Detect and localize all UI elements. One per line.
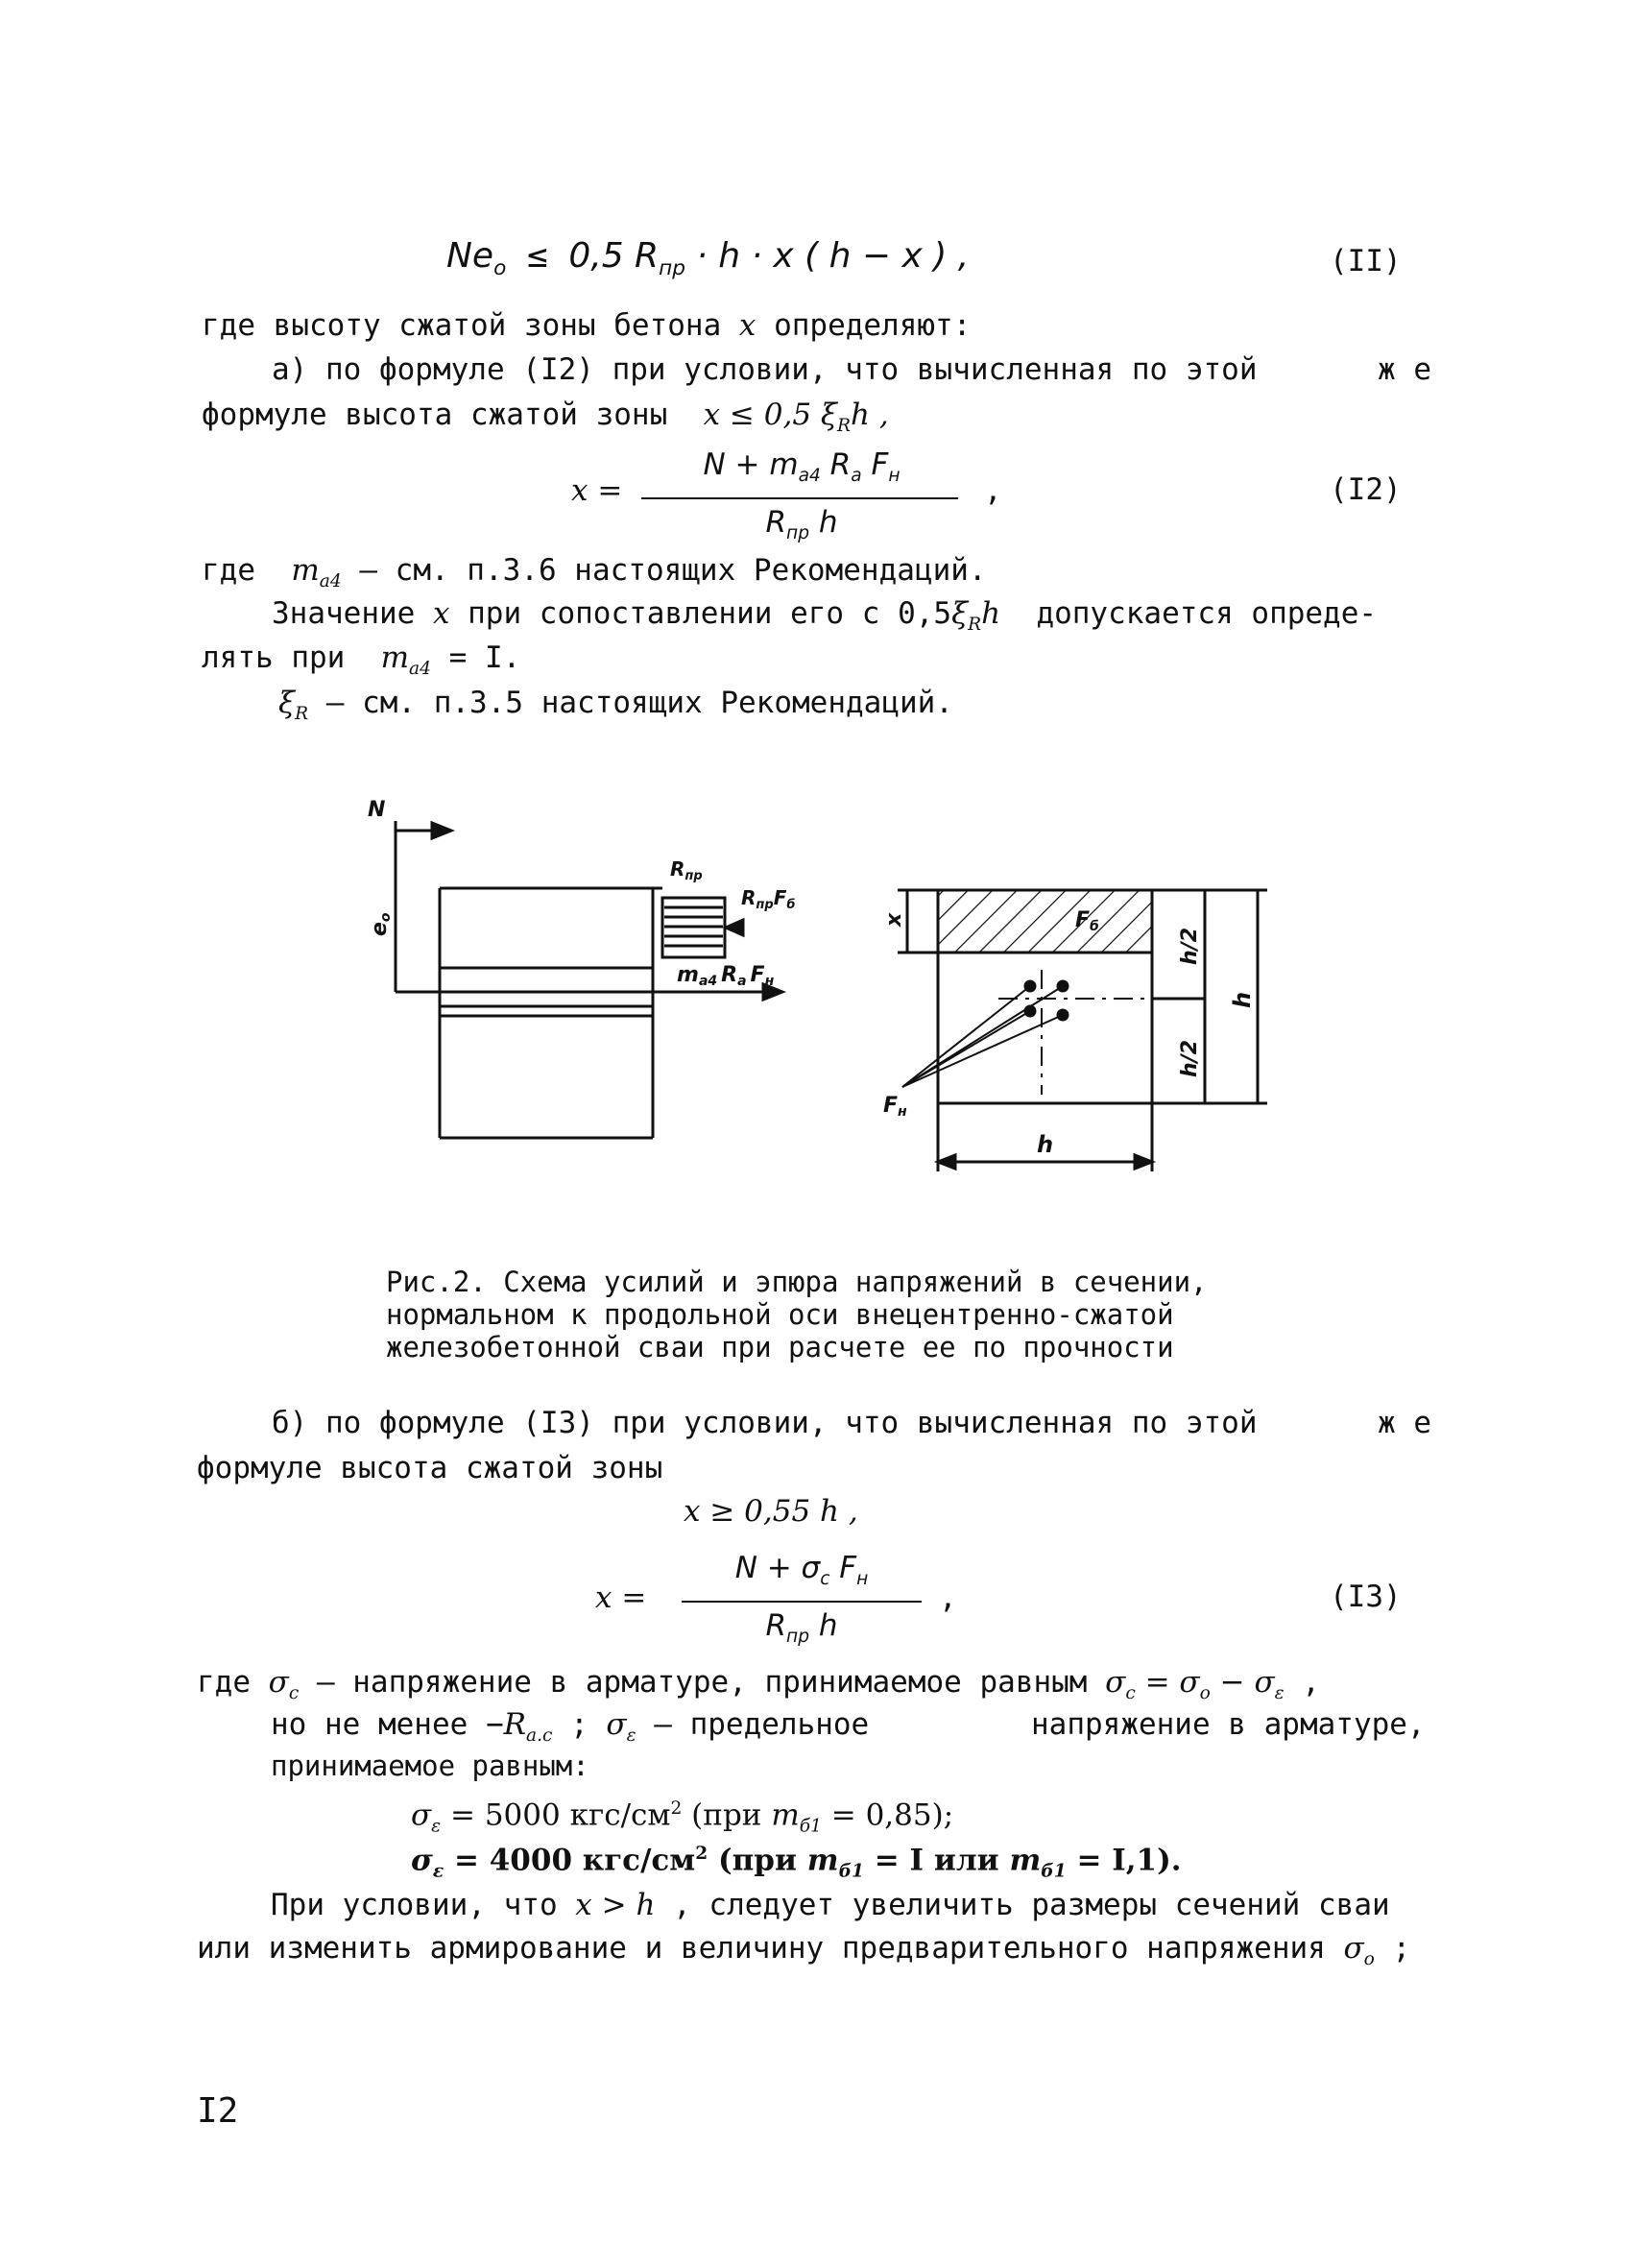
formula-11-rel: ≤ — [526, 236, 548, 276]
fig-label-h-bottom: h — [1037, 1131, 1054, 1158]
text-line-8-end: ж е — [1378, 1406, 1431, 1440]
figure-caption-line-2: нормальном к продольной оси внецентренно-сжатой — [386, 1298, 1174, 1331]
text-line-15: При условии, что x > h , следует увеличить размеры сечений сваи — [271, 1888, 1390, 1922]
text-line-2-end: ж е — [1378, 352, 1431, 387]
formula-12-denominator: $R_{пр}$ h — [765, 505, 838, 544]
text-line-14: $\sigma_\varepsilon = 4000$ кгс/$см^2$ (при $m_{б1} = I$ или $m_{б1} = I,1$). — [411, 1843, 1182, 1882]
text-line-1: где высоту сжатой зоны бетона x определяют: — [202, 308, 972, 343]
fig-label-e0: eo — [368, 912, 394, 936]
formula-11-lhs: $Ne_o$ — [446, 236, 507, 281]
fig-label-mRF: ma4 Ra Fн — [677, 963, 775, 989]
figure-caption-line-3: железобетонной сваи при расчете ее по прочности — [386, 1331, 1174, 1363]
fig-label-Fb: Fб — [1075, 908, 1099, 934]
figure-caption-line-1: Рис.2. Схема усилий и эпюра напряжений в сечении, — [386, 1266, 1208, 1298]
formula-12-lhs: x = — [571, 473, 623, 508]
text-line-13: $\sigma_\varepsilon = 5000$ кгс/$см^2$ (при $m_{б1} = 0,85$); — [411, 1798, 954, 1837]
text-line-7: $\xi_R$ – см. п.3.5 настоящих Рекомендаций. — [278, 686, 953, 725]
formula-13-fraction-bar — [682, 1601, 922, 1603]
formula-13-lhs: x = — [595, 1580, 647, 1615]
page-number: I2 — [197, 2091, 239, 2131]
text-line-11: но не менее $-R_{a.c}$ ; $\sigma_\varepsilon$ – предельное — [271, 1707, 870, 1747]
fig-label-Fn: Fн — [883, 1094, 907, 1120]
formula-12-number: (I2) — [1330, 472, 1402, 507]
fig-label-h-right: h — [1229, 991, 1256, 1008]
text-line-5: Значение x при сопоставлении его с $0,5\xi_Rh$ допускается опреде- — [272, 596, 1378, 636]
text-line-3: формуле высота сжатой зоны x ≤ 0,5 $\xi_Rh$ , — [202, 398, 889, 437]
fig-label-h2-bot: h/2 — [1178, 1039, 1202, 1077]
fig-label-h2-top: h/2 — [1178, 927, 1202, 965]
formula-12-numerator: $N + m_{a4}$ $R_a$ $F_н$ — [703, 447, 901, 487]
fig-label-RprFb: $R_{пр}F_б$ — [741, 886, 796, 912]
condition-line: x ≥ 0,55 h , — [684, 1494, 858, 1529]
formula-13-denominator: $R_{пр}$ h — [765, 1608, 838, 1648]
formula-11-number: (II) — [1330, 244, 1402, 278]
fig-label-N: N — [368, 798, 386, 822]
text-line-12: принимаемое равным: — [271, 1749, 589, 1782]
formula-13-numerator: $N + \sigma_c$ $F_н$ — [734, 1551, 869, 1590]
formula-11-rhs: 0,5 $R_{пр} \cdot h \cdot x$ ( h − x ) , — [568, 236, 970, 281]
text-line-11-right: напряжение в арматуре, — [1031, 1707, 1426, 1742]
fig-label-Rpr: $R_{пр}$ — [670, 857, 703, 883]
fig-label-x: x — [882, 912, 906, 927]
text-line-10: где $\sigma_c$ – напряжение в арматуре, принимаемое равным $\sigma_c = \sigma_o - \sigma_\varepsilon$ , — [197, 1665, 1320, 1704]
text-line-16: или изменить армирование и величину предварительного напряжения $\sigma_o$ ; — [197, 1931, 1411, 1970]
formula-12-tail: , — [984, 473, 1002, 508]
text-line-6: лять при $m_{a4} = I$. — [202, 640, 521, 680]
formula-13-tail: , — [939, 1580, 957, 1615]
formula-13-number: (I3) — [1330, 1580, 1402, 1614]
text-line-9: формуле высота сжатой зоны — [197, 1451, 663, 1485]
text-line-4: где $m_{a4}$ – см. п.3.6 настоящих Рекомендаций. — [202, 553, 987, 592]
text-line-2: а) по формуле (I2) при условии, что вычисленная по этой — [272, 352, 1258, 387]
text-line-8: б) по формуле (I3) при условии, что вычисленная по этой — [272, 1406, 1258, 1440]
